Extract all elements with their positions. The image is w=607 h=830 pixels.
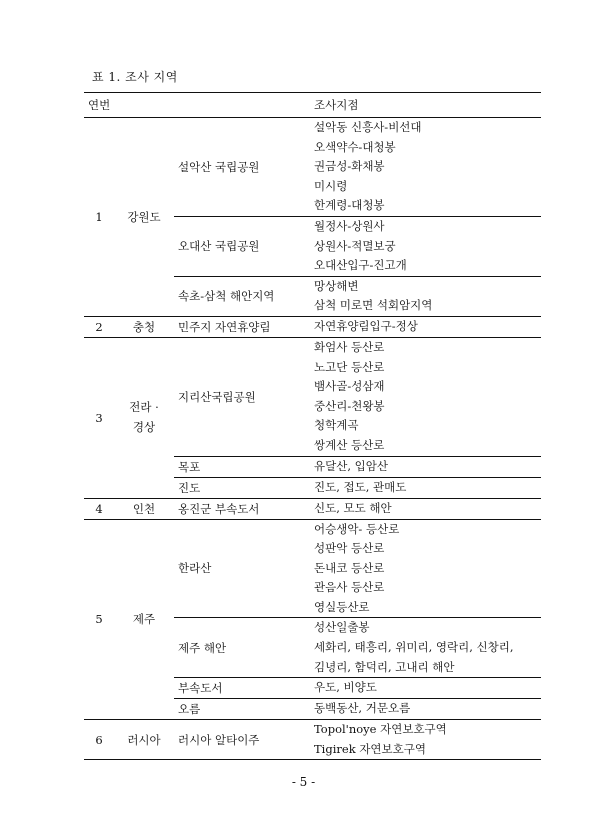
survey-point: 어승생악- 등산로: [314, 521, 400, 536]
survey-point: 쌍계산 등산로: [314, 437, 385, 452]
survey-points: [310, 699, 541, 720]
survey-points: [310, 316, 541, 337]
survey-point: 김녕리, 함덕리, 고내리 해안: [314, 659, 455, 674]
survey-point: 오대산입구-진고개: [314, 258, 407, 273]
survey-point: 성산일출봉: [314, 620, 370, 635]
region-name: 인천: [114, 498, 174, 519]
area-name: 오름: [174, 699, 310, 720]
table-row: [84, 498, 541, 519]
table-row: [84, 118, 541, 217]
survey-point: 설악동 신흥사-비선대: [314, 120, 422, 134]
header-no: 연번: [84, 93, 174, 118]
region-name: 강원도: [127, 209, 161, 224]
table-row: [84, 519, 541, 618]
area-name: 한라산: [174, 519, 310, 618]
table-row: [84, 316, 541, 337]
row-number: 3: [84, 337, 114, 498]
survey-point: 중산리-천왕봉: [314, 398, 385, 413]
survey-site-table: [84, 92, 541, 760]
area-name: 제주 해안: [174, 618, 310, 678]
survey-point: 유달산, 입암산: [314, 458, 388, 473]
survey-point: 권금성-화채봉: [314, 159, 385, 174]
survey-point: 망상해변: [314, 278, 359, 293]
survey-points: [310, 678, 541, 699]
survey-point: 삼척 미로면 석회암지역: [314, 298, 433, 313]
survey-point: 뱀사골-성삼재: [314, 379, 385, 394]
page-number: - 5 -: [291, 775, 316, 789]
row-number: 6: [84, 720, 114, 760]
survey-point: 동백동산, 거문오름: [314, 701, 411, 716]
area-name: 진도: [174, 477, 310, 498]
survey-point: 청학계곡: [314, 418, 359, 433]
table-caption: 표 1. 조사 지역: [92, 70, 178, 84]
table-row: [84, 337, 541, 456]
header-points: 조사지점: [310, 93, 541, 118]
survey-point: 성판악 등산로: [314, 541, 385, 556]
survey-points: [310, 618, 541, 678]
survey-point: 세화리, 태흥리, 위미리, 영락리, 신창리,: [314, 640, 514, 655]
survey-point: 신도, 모도 해안: [314, 500, 392, 515]
survey-points: [310, 118, 541, 217]
survey-point: Topol'noye 자연보호구역: [314, 722, 447, 737]
survey-point: 화엄사 등산로: [314, 339, 385, 354]
survey-points: [310, 276, 541, 316]
row-number: 5: [84, 519, 114, 720]
row-number: 4: [84, 498, 114, 519]
area-name: 민주지 자연휴양림: [174, 316, 310, 337]
survey-points: [310, 337, 541, 456]
row-number: 2: [84, 316, 114, 337]
survey-point: 우도, 비양도: [314, 680, 377, 695]
area-name: 오대산 국립공원: [174, 216, 310, 276]
region-name: 제주: [114, 519, 174, 720]
survey-points: [310, 456, 541, 477]
row-number: 1: [95, 209, 103, 224]
area-name: 러시아 알타이주: [174, 720, 310, 760]
survey-points: [310, 477, 541, 498]
table-body: [84, 118, 541, 760]
survey-point: 영실등산로: [314, 599, 370, 614]
region-name: [114, 337, 174, 498]
survey-point: 한계령-대청봉: [314, 198, 385, 213]
area-name: 지리산국립공원: [174, 337, 310, 456]
survey-point: 관음사 등산로: [314, 580, 385, 595]
survey-points: [310, 216, 541, 276]
survey-points: [310, 498, 541, 519]
survey-point: 자연휴양림입구-정상: [314, 319, 418, 334]
area-name: 옹진군 부속도서: [174, 498, 310, 519]
survey-point: 미시령: [314, 178, 348, 193]
area-name: 속초-삼척 해안지역: [174, 276, 310, 316]
survey-point: 상원사-적멸보궁: [314, 238, 396, 253]
region-name: 충청: [114, 316, 174, 337]
region-name-line: 전라 ·: [129, 400, 159, 415]
survey-point: Tigirek 자연보호구역: [314, 741, 426, 756]
survey-point: 오색약수-대청봉: [314, 139, 396, 154]
area-name: 설악산 국립공원: [178, 159, 260, 174]
header-area: [174, 93, 310, 118]
region-name-line: 경상: [132, 419, 156, 434]
table-row: [84, 720, 541, 760]
survey-points: [310, 720, 541, 760]
survey-points: [310, 519, 541, 618]
survey-point: 월정사-상원사: [314, 218, 385, 233]
area-name: 부속도서: [174, 678, 310, 699]
survey-point: 노고단 등산로: [314, 359, 385, 374]
region-name: 러시아: [114, 720, 174, 760]
survey-point: 돈내코 등산로: [314, 560, 385, 575]
area-name: 목포: [174, 456, 310, 477]
survey-point: 진도, 접도, 관매도: [314, 479, 407, 494]
